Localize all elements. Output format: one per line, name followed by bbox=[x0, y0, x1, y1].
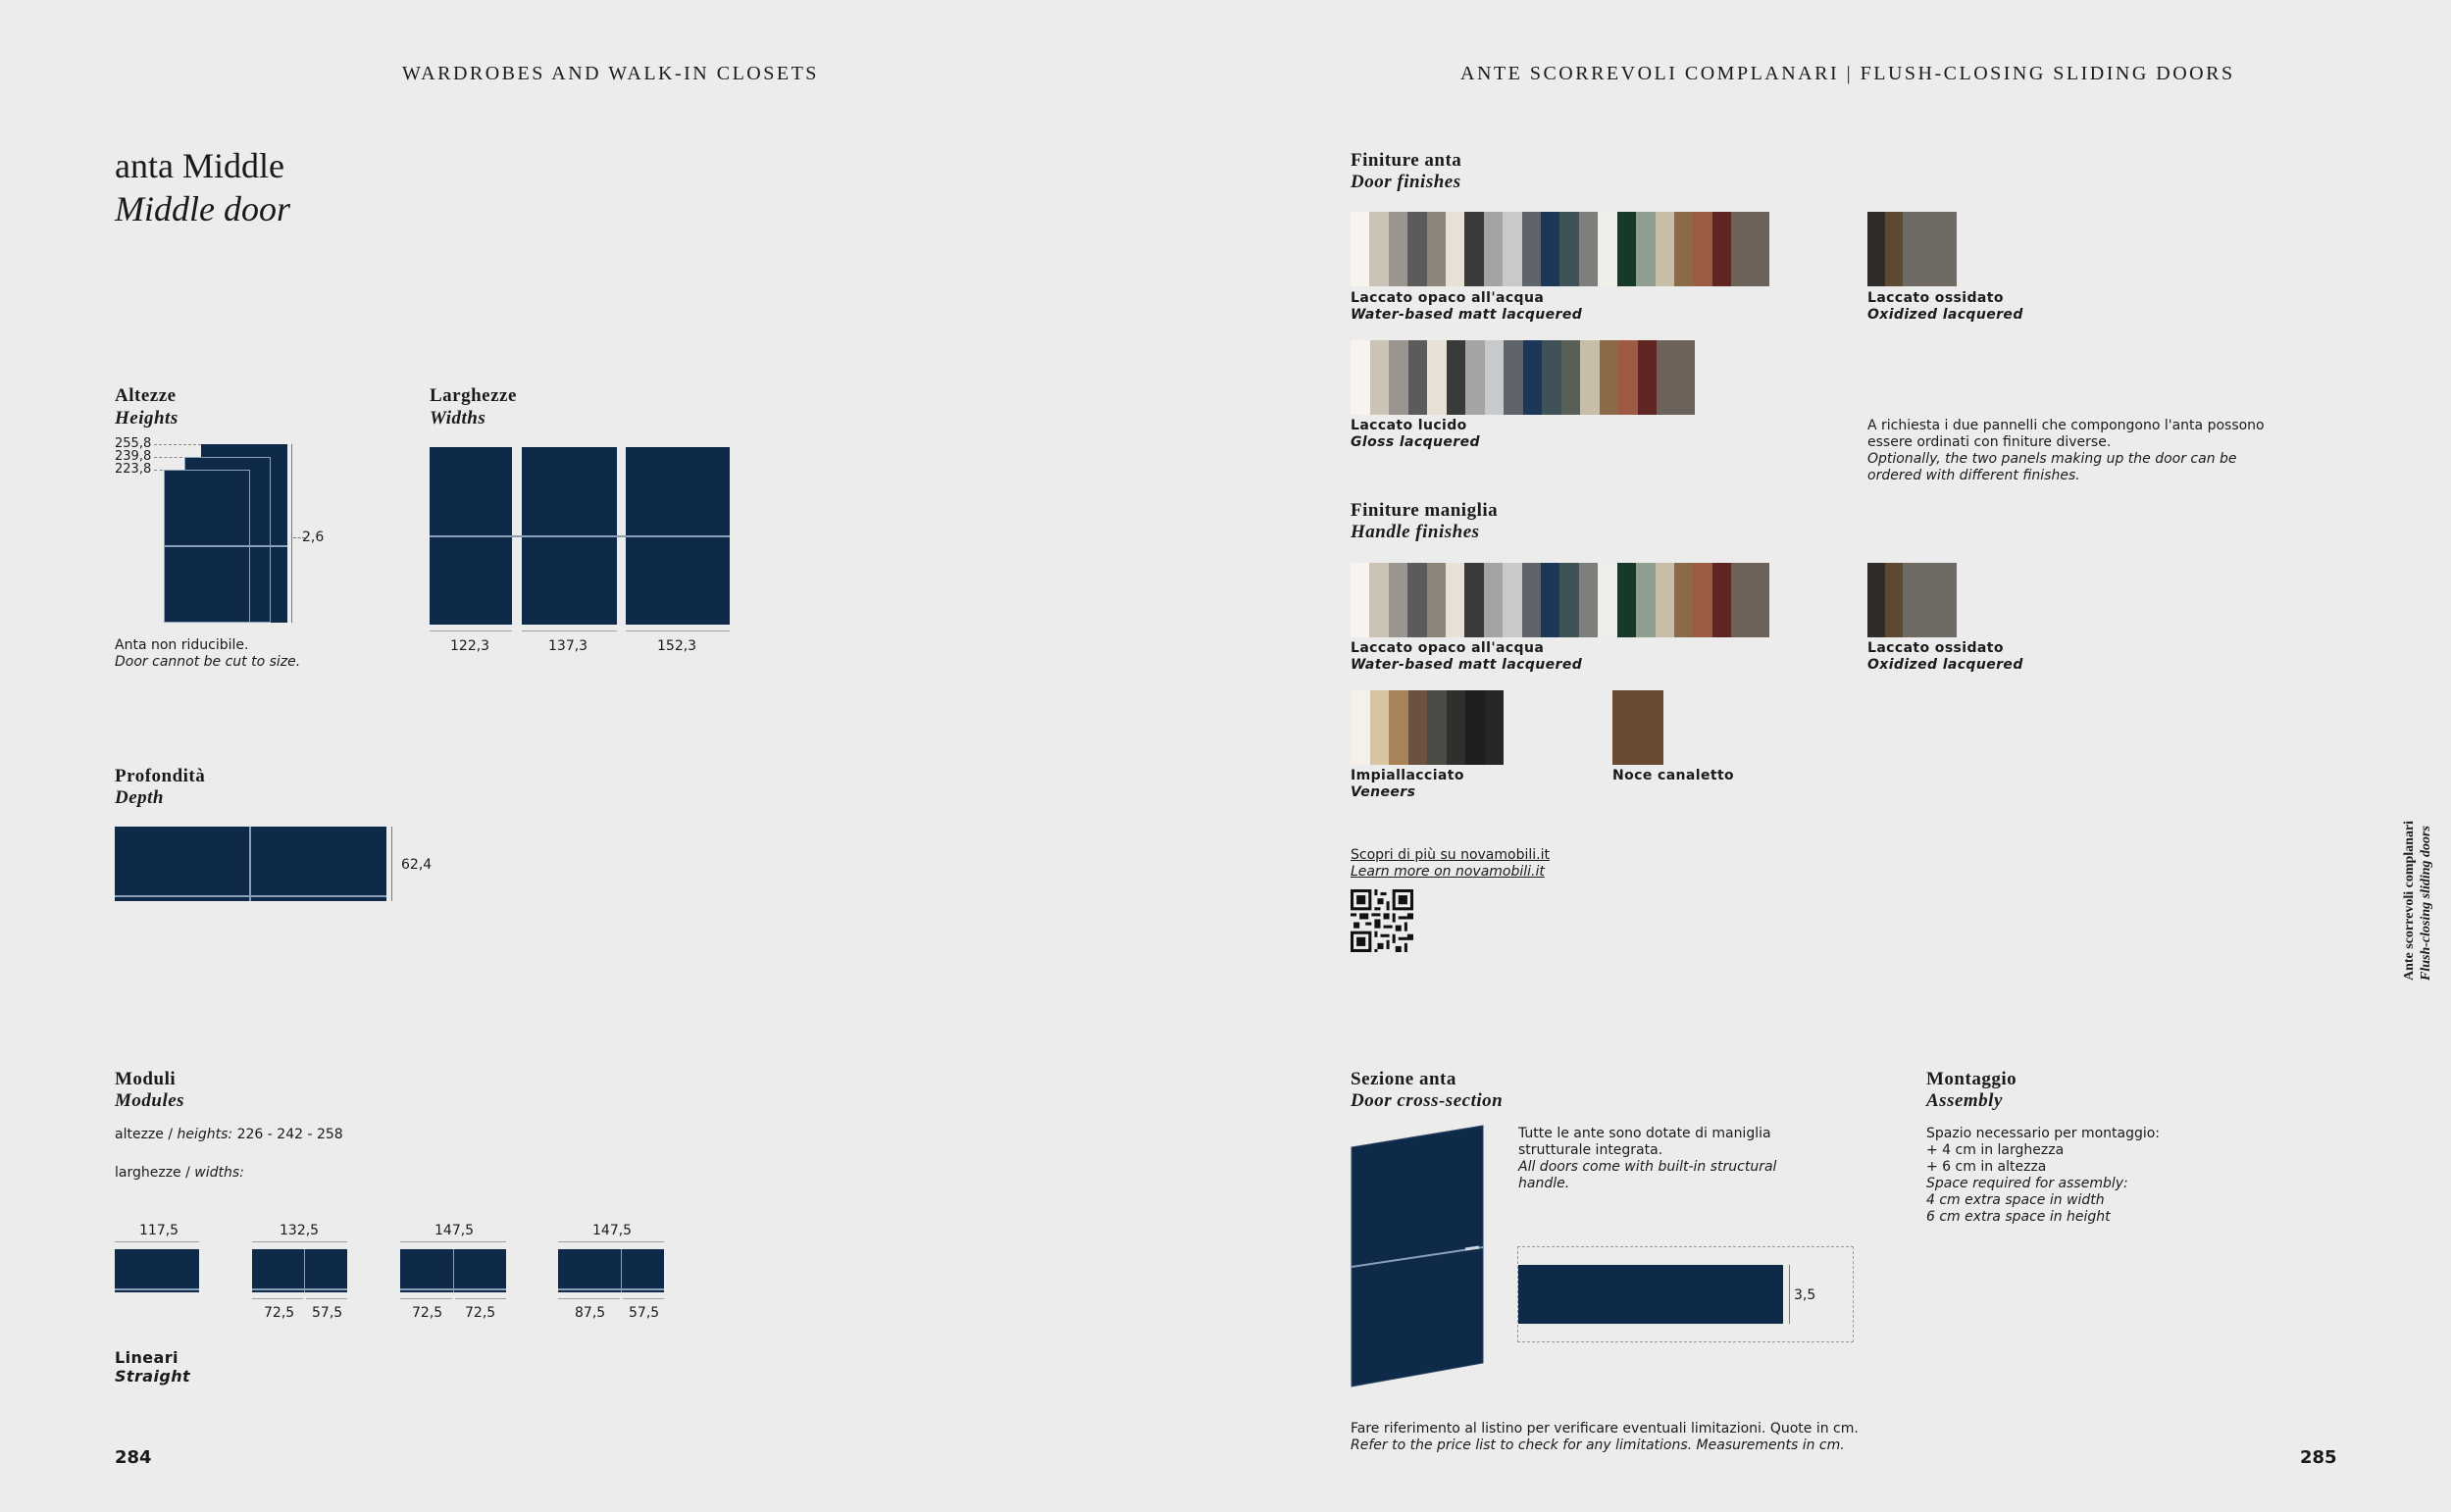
running-header-left: WARDROBES AND WALK-IN CLOSETS bbox=[402, 63, 819, 84]
module-3-total: 147,5 bbox=[434, 1223, 475, 1238]
gloss-swatch-9 bbox=[1504, 340, 1523, 415]
modules-widths-en: widths: bbox=[194, 1165, 244, 1181]
page-title: anta Middle bbox=[115, 146, 284, 185]
door-finishes-note bbox=[1867, 418, 2279, 484]
learn-more-anchor-it[interactable]: Scopri di più su novamobili.it bbox=[1351, 847, 1550, 863]
handle-finishes-label-en: Handle finishes bbox=[1351, 522, 1480, 542]
door-gloss-label-en: Gloss lacquered bbox=[1351, 434, 1480, 450]
matt-swatch-4 bbox=[1407, 212, 1426, 286]
learn-more-anchor-en[interactable]: Learn more on novamobili.it bbox=[1351, 864, 1545, 880]
side-tab-en: Flush-closing sliding doors bbox=[2419, 826, 2433, 981]
gloss-swatch-18 bbox=[1676, 340, 1696, 415]
module-4-part-2: 57,5 bbox=[629, 1305, 660, 1321]
oxid-swatch-1 bbox=[1867, 563, 1885, 637]
depth-label-en: Depth bbox=[115, 787, 164, 808]
handle-finishes-label-it: Finiture maniglia bbox=[1351, 500, 1499, 521]
modules-heights-line bbox=[115, 1127, 343, 1143]
gloss-swatch-8 bbox=[1485, 340, 1505, 415]
matt-swatch-10 bbox=[1522, 212, 1541, 286]
modules-widths-line bbox=[115, 1165, 244, 1182]
veneer-swatch-8 bbox=[1485, 690, 1505, 765]
oxid-swatch-4 bbox=[1921, 563, 1939, 637]
matt-swatch-12 bbox=[1559, 563, 1578, 637]
assembly-line-en-1: Space required for assembly: bbox=[1926, 1176, 2128, 1191]
module-2-total: 132,5 bbox=[280, 1223, 320, 1238]
matt-swatch-21 bbox=[1731, 212, 1750, 286]
matt-swatch-16 bbox=[1636, 212, 1655, 286]
heights-note-it: Anta non riducibile. bbox=[115, 637, 249, 653]
footer-note-en: Refer to the price list to check for any limitations. Measurements in cm. bbox=[1351, 1437, 1845, 1453]
assembly-label-en: Assembly bbox=[1926, 1090, 2003, 1111]
gloss-swatch-6 bbox=[1447, 340, 1466, 415]
heights-label-it: Altezze bbox=[115, 385, 177, 406]
heights-diagram bbox=[115, 435, 325, 631]
cross-section-text-en-2: handle. bbox=[1518, 1176, 1570, 1191]
straight-label-it: Lineari bbox=[115, 1348, 179, 1367]
matt-swatch-6 bbox=[1446, 563, 1464, 637]
matt-swatch-12 bbox=[1559, 212, 1578, 286]
matt-swatch-8 bbox=[1484, 212, 1503, 286]
depth-label-it: Profondità bbox=[115, 766, 206, 786]
gloss-swatch-3 bbox=[1389, 340, 1408, 415]
matt-swatch-5 bbox=[1427, 563, 1446, 637]
module-3-part-1: 72,5 bbox=[412, 1305, 443, 1321]
module-3-part-2: 72,5 bbox=[465, 1305, 496, 1321]
matt-swatch-7 bbox=[1464, 563, 1483, 637]
cross-section-text-en-1: All doors come with built-in structural bbox=[1518, 1159, 1777, 1175]
side-tab bbox=[2401, 821, 2434, 981]
matt-swatch-1 bbox=[1351, 563, 1369, 637]
module-1-block bbox=[115, 1249, 199, 1292]
gloss-swatch-13 bbox=[1580, 340, 1600, 415]
module-4-part-1: 87,5 bbox=[575, 1305, 606, 1321]
height-value-2: 239,8 bbox=[115, 449, 152, 464]
depth-value: 62,4 bbox=[401, 857, 433, 873]
handle-oxid-label-it: Laccato ossidato bbox=[1867, 640, 2004, 656]
matt-swatch-17 bbox=[1656, 563, 1674, 637]
matt-swatch-9 bbox=[1503, 212, 1521, 286]
matt-swatch-1 bbox=[1351, 212, 1369, 286]
oxid-swatch-2 bbox=[1885, 563, 1903, 637]
matt-swatch-19 bbox=[1693, 212, 1711, 286]
gloss-swatch-11 bbox=[1542, 340, 1561, 415]
handle-matt-swatches bbox=[1351, 563, 1769, 637]
width-value-1: 122,3 bbox=[450, 638, 490, 654]
modules-heights-it: altezze / bbox=[115, 1127, 174, 1142]
oxid-swatch-5 bbox=[1939, 563, 1957, 637]
cross-section-text bbox=[1518, 1126, 1776, 1192]
oxid-swatch-4 bbox=[1921, 212, 1939, 286]
oxid-swatch-1 bbox=[1867, 212, 1885, 286]
matt-swatch-22 bbox=[1751, 212, 1769, 286]
matt-swatch-19 bbox=[1693, 563, 1711, 637]
door-finishes-note-en: Optionally, the two panels making up the door can be ordered with different finishes. bbox=[1867, 451, 2237, 483]
cross-section-text-it-2: strutturale integrata. bbox=[1518, 1142, 1663, 1158]
matt-swatch-4 bbox=[1407, 563, 1426, 637]
modules-label-it: Moduli bbox=[115, 1069, 177, 1089]
door-matt-swatches bbox=[1351, 212, 1769, 286]
door-matt-label-en: Water-based matt lacquered bbox=[1351, 307, 1583, 323]
module-1-total: 117,5 bbox=[139, 1223, 179, 1238]
handle-matt-label-it: Laccato opaco all'acqua bbox=[1351, 640, 1545, 656]
gloss-swatch-12 bbox=[1561, 340, 1581, 415]
matt-swatch-17 bbox=[1656, 212, 1674, 286]
matt-swatch-13 bbox=[1579, 563, 1598, 637]
matt-swatch-2 bbox=[1369, 563, 1388, 637]
matt-swatch-9 bbox=[1503, 563, 1521, 637]
matt-swatch-6 bbox=[1446, 212, 1464, 286]
modules-widths-it: larghezze / bbox=[115, 1165, 190, 1181]
handle-matt-label-en: Water-based matt lacquered bbox=[1351, 657, 1583, 673]
straight-label-en: Straight bbox=[115, 1367, 191, 1386]
matt-swatch-16 bbox=[1636, 563, 1655, 637]
cross-section-label-en: Door cross-section bbox=[1351, 1090, 1504, 1111]
matt-swatch-15 bbox=[1617, 212, 1636, 286]
matt-swatch-18 bbox=[1674, 563, 1693, 637]
handle-oxid-label-en: Oxidized lacquered bbox=[1867, 657, 2023, 673]
module-2-part-1: 72,5 bbox=[264, 1305, 295, 1321]
assembly-line-en-3: 6 cm extra space in height bbox=[1926, 1209, 2111, 1225]
gloss-swatch-2 bbox=[1370, 340, 1390, 415]
assembly-line-it-3: + 6 cm in altezza bbox=[1926, 1159, 2047, 1175]
handle-veneer-label-en: Veneers bbox=[1351, 784, 1416, 800]
modules-heights-values: 226 - 242 - 258 bbox=[236, 1127, 343, 1142]
matt-swatch-11 bbox=[1541, 563, 1559, 637]
page-number-right: 285 bbox=[2300, 1447, 2337, 1468]
door-gloss-swatches bbox=[1351, 340, 1695, 415]
gloss-swatch-10 bbox=[1523, 340, 1543, 415]
side-tab-it: Ante scorrevoli complanari bbox=[2402, 820, 2417, 981]
matt-swatch-21 bbox=[1731, 563, 1750, 637]
gloss-swatch-14 bbox=[1600, 340, 1619, 415]
cross-section-label-it: Sezione anta bbox=[1351, 1069, 1456, 1089]
heights-label-en: Heights bbox=[115, 408, 179, 428]
matt-swatch-20 bbox=[1712, 563, 1731, 637]
footer-note-it: Fare riferimento al listino per verificare eventuali limitazioni. Quote in cm. bbox=[1351, 1421, 1859, 1436]
gloss-swatch-1 bbox=[1351, 340, 1370, 415]
walnut-label: Noce canaletto bbox=[1612, 768, 1735, 783]
height-value-1: 255,8 bbox=[115, 436, 152, 451]
module-2-block bbox=[252, 1249, 347, 1292]
page-number-left: 284 bbox=[115, 1447, 152, 1468]
oxid-swatch-2 bbox=[1885, 212, 1903, 286]
gloss-swatch-16 bbox=[1638, 340, 1658, 415]
door-oxid-label-en: Oxidized lacquered bbox=[1867, 307, 2023, 323]
learn-more-link-it[interactable] bbox=[1351, 847, 1550, 864]
widths-label-en: Widths bbox=[430, 408, 486, 428]
assembly-text bbox=[1926, 1126, 2160, 1226]
matt-swatch-2 bbox=[1369, 212, 1388, 286]
handle-veneer-swatches bbox=[1351, 690, 1504, 765]
module-4-block bbox=[558, 1249, 664, 1292]
oxid-swatch-3 bbox=[1903, 563, 1920, 637]
veneer-swatch-6 bbox=[1447, 690, 1466, 765]
height-value-3: 223,8 bbox=[115, 462, 152, 477]
cross-section-text-it-1: Tutte le ante sono dotate di maniglia bbox=[1518, 1126, 1771, 1141]
veneer-swatch-1 bbox=[1351, 690, 1370, 765]
page-subtitle: Middle door bbox=[115, 189, 290, 228]
width-value-3: 152,3 bbox=[657, 638, 697, 654]
veneer-swatch-3 bbox=[1389, 690, 1408, 765]
matt-swatch-11 bbox=[1541, 212, 1559, 286]
matt-swatch-13 bbox=[1579, 212, 1598, 286]
module-2-part-2: 57,5 bbox=[312, 1305, 343, 1321]
matt-swatch-20 bbox=[1712, 212, 1731, 286]
qr-code-icon[interactable] bbox=[1351, 889, 1413, 952]
cross-section-value: 3,5 bbox=[1794, 1287, 1816, 1303]
veneer-swatch-4 bbox=[1408, 690, 1428, 765]
matt-swatch-3 bbox=[1389, 212, 1407, 286]
door-oxid-swatches bbox=[1867, 212, 1957, 286]
walnut-swatch bbox=[1612, 690, 1663, 765]
assembly-line-it-2: + 4 cm in larghezza bbox=[1926, 1142, 2065, 1158]
matt-swatch-14 bbox=[1598, 212, 1616, 286]
heights-thickness: 2,6 bbox=[302, 529, 325, 545]
door-oxid-label-it: Laccato ossidato bbox=[1867, 290, 2004, 306]
assembly-line-it-1: Spazio necessario per montaggio: bbox=[1926, 1126, 2161, 1141]
cross-section-profile bbox=[1518, 1265, 1783, 1324]
assembly-label-it: Montaggio bbox=[1926, 1069, 2017, 1089]
veneer-swatch-2 bbox=[1370, 690, 1390, 765]
assembly-line-en-2: 4 cm extra space in width bbox=[1926, 1192, 2105, 1208]
veneer-swatch-5 bbox=[1427, 690, 1447, 765]
gloss-swatch-5 bbox=[1427, 340, 1447, 415]
width-value-2: 137,3 bbox=[548, 638, 588, 654]
matt-swatch-14 bbox=[1598, 563, 1616, 637]
door-cross-section-diagram bbox=[1348, 1124, 1487, 1390]
matt-swatch-8 bbox=[1484, 563, 1503, 637]
matt-swatch-10 bbox=[1522, 563, 1541, 637]
veneer-swatch-7 bbox=[1465, 690, 1485, 765]
matt-swatch-15 bbox=[1617, 563, 1636, 637]
gloss-swatch-15 bbox=[1618, 340, 1638, 415]
handle-oxid-swatches bbox=[1867, 563, 1957, 637]
running-header-right: ANTE SCORREVOLI COMPLANARI | FLUSH-CLOSING SLIDING DOORS bbox=[1460, 63, 2235, 84]
matt-swatch-3 bbox=[1389, 563, 1407, 637]
door-finishes-label-it: Finiture anta bbox=[1351, 150, 1462, 171]
matt-swatch-18 bbox=[1674, 212, 1693, 286]
heights-note-en: Door cannot be cut to size. bbox=[115, 654, 301, 670]
door-finishes-note-it: A richiesta i due pannelli che compongono l'anta possono essere ordinati con finiture diverse. bbox=[1867, 418, 2265, 450]
widths-label-it: Larghezze bbox=[430, 385, 517, 406]
handle-veneer-label-it: Impiallacciato bbox=[1351, 768, 1464, 783]
gloss-swatch-7 bbox=[1465, 340, 1485, 415]
door-finishes-label-en: Door finishes bbox=[1351, 172, 1461, 192]
learn-more-link-en[interactable] bbox=[1351, 864, 1545, 881]
gloss-swatch-4 bbox=[1408, 340, 1428, 415]
modules-heights-en: heights: bbox=[177, 1127, 233, 1142]
gloss-swatch-17 bbox=[1657, 340, 1676, 415]
oxid-swatch-5 bbox=[1939, 212, 1957, 286]
modules-label-en: Modules bbox=[115, 1090, 185, 1111]
matt-swatch-7 bbox=[1464, 212, 1483, 286]
door-gloss-label-it: Laccato lucido bbox=[1351, 418, 1467, 433]
module-4-total: 147,5 bbox=[592, 1223, 633, 1238]
door-matt-label-it: Laccato opaco all'acqua bbox=[1351, 290, 1545, 306]
oxid-swatch-3 bbox=[1903, 212, 1920, 286]
matt-swatch-22 bbox=[1751, 563, 1769, 637]
matt-swatch-5 bbox=[1427, 212, 1446, 286]
